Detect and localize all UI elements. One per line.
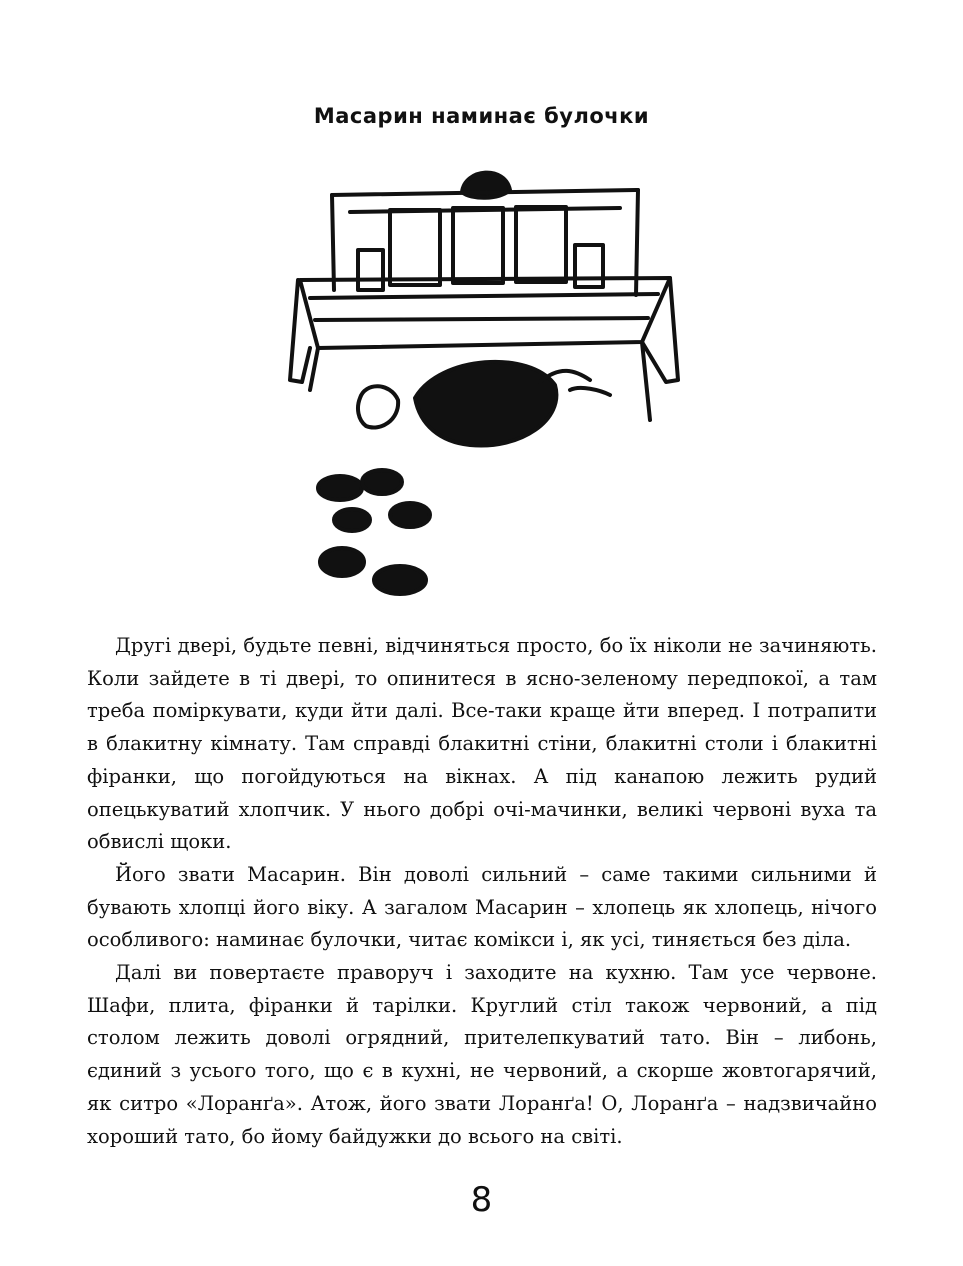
bench-boy-illustration (270, 150, 690, 610)
paragraph-2: Його звати Масарин. Він доволі сильний – саме такими сильними й бувають хлопці його віку. А загалом Масарин – хлопець як хлопець, нічого особливого: наминає булочки, читає комікси і, як усі, тиняється без діла. (87, 862, 877, 952)
paragraph-1: Другі двері, будьте певні, відчиняться просто, бо їх ніколи не зачиняють. Коли зайдете в ті двері, то опинитеся в ясно-зеленому передпокої, а там треба поміркувати, куди йти далі. Все-таки краще йти вперед. І потрапити в блакитну кімнату. Там справді блакитні стіни, блакитні столи і блакитні фіранки, що погойдуються на вікнах. А під канапою лежить рудий опецькуватий хлопчик. У нього добрі очі-мачинки, великі червоні вуха та обвислі щоки. (87, 634, 877, 854)
page-number: 8 (470, 1180, 493, 1220)
body-text (87, 630, 877, 1153)
paragraph-3: Далі ви повертаєте праворуч і заходите на кухню. Там усе червоне. Шафи, плита, фіранки й тарілки. Круглий стіл також червоний, а під столом лежить доволі огрядний, прителепкуватий тато. Він – либонь, єдиний з усього того, що є в кухні, не червоний, а скорше жовтогарячий, як ситро «Лоранґа». Атож, його звати Лоранґа! О, Лоранґа – надзвичайно хороший тато, бо йому байдужки до всього на світі. (87, 961, 877, 1148)
chapter-title: Масарин наминає булочки (313, 104, 650, 128)
